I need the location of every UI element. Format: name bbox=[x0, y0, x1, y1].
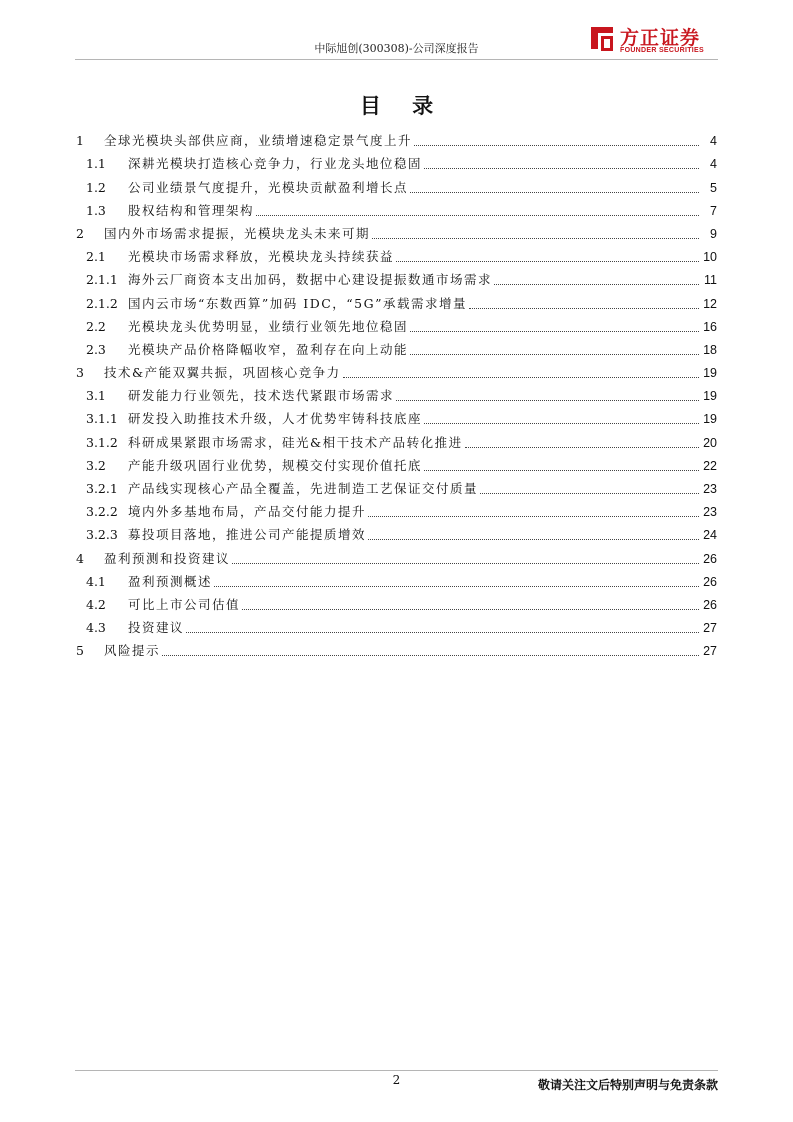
toc-entry[interactable] bbox=[76, 336, 717, 359]
toc-dot-leader bbox=[256, 214, 699, 216]
toc-entry[interactable] bbox=[76, 428, 717, 451]
toc-entry-label[interactable]: 境内外多基地布局，产品交付能力提升 bbox=[128, 504, 367, 520]
toc-entry-number: 1 bbox=[76, 133, 84, 149]
toc-entry[interactable] bbox=[76, 452, 717, 475]
toc-entry-label[interactable]: 募投项目落地，推进公司产能提质增效 bbox=[128, 527, 367, 543]
toc-dot-leader bbox=[372, 237, 699, 239]
toc-entry-label[interactable]: 盈利预测和投资建议 bbox=[104, 550, 231, 566]
toc-entry-number: 3.1 bbox=[86, 388, 106, 404]
toc-entry-number: 3.2 bbox=[86, 457, 106, 473]
toc-entry[interactable] bbox=[76, 243, 717, 266]
toc-dot-leader bbox=[368, 515, 699, 517]
toc-entry-number: 2.3 bbox=[86, 341, 106, 357]
toc-entry[interactable] bbox=[76, 127, 717, 150]
toc-entry-label[interactable]: 国内外市场需求提振，光模块龙头未来可期 bbox=[104, 225, 371, 241]
toc-entry-label[interactable]: 科研成果紧跟市场需求，硅光&相干技术产品转化推进 bbox=[128, 434, 463, 450]
toc-entry-page[interactable]: 27 bbox=[703, 644, 717, 659]
toc-entry-page[interactable]: 11 bbox=[704, 273, 717, 288]
toc-entry-page[interactable]: 27 bbox=[703, 621, 717, 636]
toc-dot-leader bbox=[424, 469, 699, 471]
toc-entry-number: 2.1.1 bbox=[86, 272, 118, 288]
toc-entry-page[interactable]: 22 bbox=[703, 458, 717, 473]
toc-entry-number: 4 bbox=[76, 550, 84, 566]
logo-english-text: FOUNDER SECURITIES bbox=[620, 47, 704, 54]
toc-dot-leader bbox=[424, 422, 699, 424]
toc-entry-number: 3.2.2 bbox=[86, 504, 118, 520]
toc-entry-label[interactable]: 深耕光模块打造核心竞争力，行业龙头地位稳固 bbox=[128, 156, 423, 172]
toc-entry-number: 2.2 bbox=[86, 318, 106, 334]
toc-dot-leader bbox=[410, 330, 699, 332]
toc-dot-leader bbox=[242, 608, 699, 610]
toc-dot-leader bbox=[469, 307, 699, 309]
toc-entry-number: 3.2.1 bbox=[86, 481, 118, 496]
toc-entry[interactable] bbox=[76, 498, 717, 521]
page-number: 2 bbox=[392, 1073, 401, 1087]
toc-title: 目 录 bbox=[359, 93, 446, 118]
toc-entry-number: 4.2 bbox=[86, 596, 106, 612]
toc-entry-number: 1.1 bbox=[86, 156, 106, 172]
toc-entry[interactable] bbox=[76, 359, 717, 382]
toc-entry-label[interactable]: 研发投入助推技术升级，人才优势牢铸科技底座 bbox=[128, 411, 423, 427]
toc-dot-leader bbox=[494, 283, 699, 285]
toc-entry-page[interactable]: 12 bbox=[703, 296, 717, 311]
toc-entry[interactable] bbox=[76, 313, 717, 336]
toc-entry[interactable] bbox=[76, 568, 717, 591]
toc-entry-label[interactable]: 可比上市公司估值 bbox=[128, 596, 241, 612]
toc-entry-label[interactable]: 国内云市场“东数西算”加码 IDC，“5G”承载需求增量 bbox=[128, 295, 467, 311]
founder-securities-logo bbox=[588, 22, 718, 60]
report-header-title: 中际旭创(300308)-公司深度报告 bbox=[314, 42, 479, 55]
toc-entry[interactable] bbox=[76, 614, 717, 637]
toc-entry-number: 3.1.1 bbox=[86, 411, 118, 427]
toc-entry-page[interactable]: 26 bbox=[703, 551, 717, 566]
toc-entry[interactable] bbox=[76, 405, 717, 428]
toc-entry[interactable] bbox=[76, 637, 717, 660]
toc-entry-page[interactable]: 20 bbox=[703, 435, 717, 450]
toc-dot-leader bbox=[232, 562, 699, 564]
toc-entry[interactable] bbox=[76, 521, 717, 544]
toc-dot-leader bbox=[162, 654, 699, 656]
toc-entry[interactable] bbox=[76, 544, 717, 567]
toc-entry-label[interactable]: 光模块产品价格降幅收窄，盈利存在向上动能 bbox=[128, 341, 409, 357]
toc-entry-page[interactable]: 26 bbox=[703, 597, 717, 612]
toc-entry-page[interactable]: 7 bbox=[710, 203, 717, 218]
toc-dot-leader bbox=[410, 353, 699, 355]
toc-entry[interactable] bbox=[76, 220, 717, 243]
toc-entry-page[interactable]: 4 bbox=[710, 157, 717, 172]
toc-entry-number: 5 bbox=[76, 643, 84, 659]
toc-entry-page[interactable]: 10 bbox=[703, 250, 717, 265]
footer-divider bbox=[75, 1070, 718, 1071]
toc-entry[interactable] bbox=[76, 197, 717, 220]
footer-disclaimer: 敬请关注文后特别声明与免责条款 bbox=[537, 1078, 718, 1092]
toc-entry-page[interactable]: 9 bbox=[710, 226, 717, 241]
toc-entry-label[interactable]: 产品线实现核心产品全覆盖，先进制造工艺保证交付质量 bbox=[128, 481, 479, 496]
toc-entry-page[interactable]: 18 bbox=[703, 342, 717, 357]
toc-entry-page[interactable]: 23 bbox=[703, 482, 717, 496]
toc-entry-label[interactable]: 公司业绩景气度提升，光模块贡献盈利增长点 bbox=[128, 179, 409, 195]
toc-dot-leader bbox=[396, 399, 699, 401]
toc-entry-label[interactable]: 研发能力行业领先，技术迭代紧跟市场需求 bbox=[128, 388, 395, 404]
toc-entry[interactable] bbox=[76, 475, 717, 498]
toc-entry[interactable] bbox=[76, 150, 717, 173]
toc-entry-number: 2.1.2 bbox=[86, 295, 118, 311]
toc-entry-label[interactable]: 技术&产能双翼共振，巩固核心竞争力 bbox=[104, 365, 341, 381]
toc-dot-leader bbox=[368, 538, 699, 540]
toc-entry-number: 3 bbox=[76, 365, 84, 381]
toc-entry-page[interactable]: 26 bbox=[703, 574, 717, 589]
toc-entry-page[interactable]: 19 bbox=[703, 389, 717, 404]
toc-entry-number: 2 bbox=[76, 225, 84, 241]
toc-dot-leader bbox=[424, 167, 699, 169]
toc-entry-number: 1.3 bbox=[86, 202, 106, 218]
toc-entry-page[interactable]: 23 bbox=[703, 505, 717, 520]
toc-entry[interactable] bbox=[76, 591, 717, 614]
toc-entry-label[interactable]: 光模块市场需求释放，光模块龙头持续获益 bbox=[128, 249, 395, 265]
toc-entry-label[interactable]: 股权结构和管理架构 bbox=[128, 202, 255, 218]
toc-entry[interactable] bbox=[76, 382, 717, 405]
logo-chinese-text: 方正证券 bbox=[620, 27, 701, 49]
logo-mark-icon bbox=[588, 24, 616, 54]
toc-entry-label[interactable]: 投资建议 bbox=[128, 620, 185, 636]
toc-entry-label[interactable]: 全球光模块头部供应商，业绩增速稳定景气度上升 bbox=[104, 133, 413, 149]
toc-entry-label[interactable]: 盈利预测概述 bbox=[128, 573, 213, 589]
toc-entry-number: 3.2.3 bbox=[86, 527, 118, 543]
toc-dot-leader bbox=[465, 446, 699, 448]
toc-entry-label[interactable]: 海外云厂商资本支出加码，数据中心建设提振数通市场需求 bbox=[128, 272, 493, 288]
toc-dot-leader bbox=[343, 376, 699, 378]
toc-entry[interactable] bbox=[76, 289, 717, 312]
toc-entry-number: 2.1 bbox=[86, 249, 106, 265]
toc-entry-page[interactable]: 19 bbox=[703, 412, 717, 427]
toc-entry-number: 4.3 bbox=[86, 620, 106, 636]
toc-entry-number: 4.1 bbox=[86, 573, 106, 589]
toc-entry-label[interactable]: 光模块龙头优势明显，业绩行业领先地位稳固 bbox=[128, 318, 409, 334]
toc-entry-page[interactable]: 16 bbox=[703, 319, 717, 334]
toc-entry-label[interactable]: 风险提示 bbox=[104, 643, 161, 659]
table-of-contents bbox=[76, 127, 717, 660]
toc-dot-leader bbox=[186, 631, 699, 633]
toc-dot-leader bbox=[214, 585, 699, 587]
toc-dot-leader bbox=[396, 260, 699, 262]
toc-entry-page[interactable]: 19 bbox=[703, 366, 717, 381]
toc-entry-number: 3.1.2 bbox=[86, 434, 118, 450]
toc-entry-page[interactable]: 24 bbox=[703, 528, 717, 543]
toc-entry-page[interactable]: 4 bbox=[710, 134, 717, 149]
toc-entry[interactable] bbox=[76, 173, 717, 196]
toc-entry-number: 1.2 bbox=[86, 179, 106, 195]
toc-dot-leader bbox=[480, 492, 699, 494]
toc-entry[interactable] bbox=[76, 266, 717, 289]
toc-dot-leader bbox=[414, 144, 699, 146]
toc-entry-label[interactable]: 产能升级巩固行业优势，规模交付实现价值托底 bbox=[128, 457, 423, 473]
toc-dot-leader bbox=[410, 191, 699, 193]
toc-entry-page[interactable]: 5 bbox=[710, 180, 717, 195]
